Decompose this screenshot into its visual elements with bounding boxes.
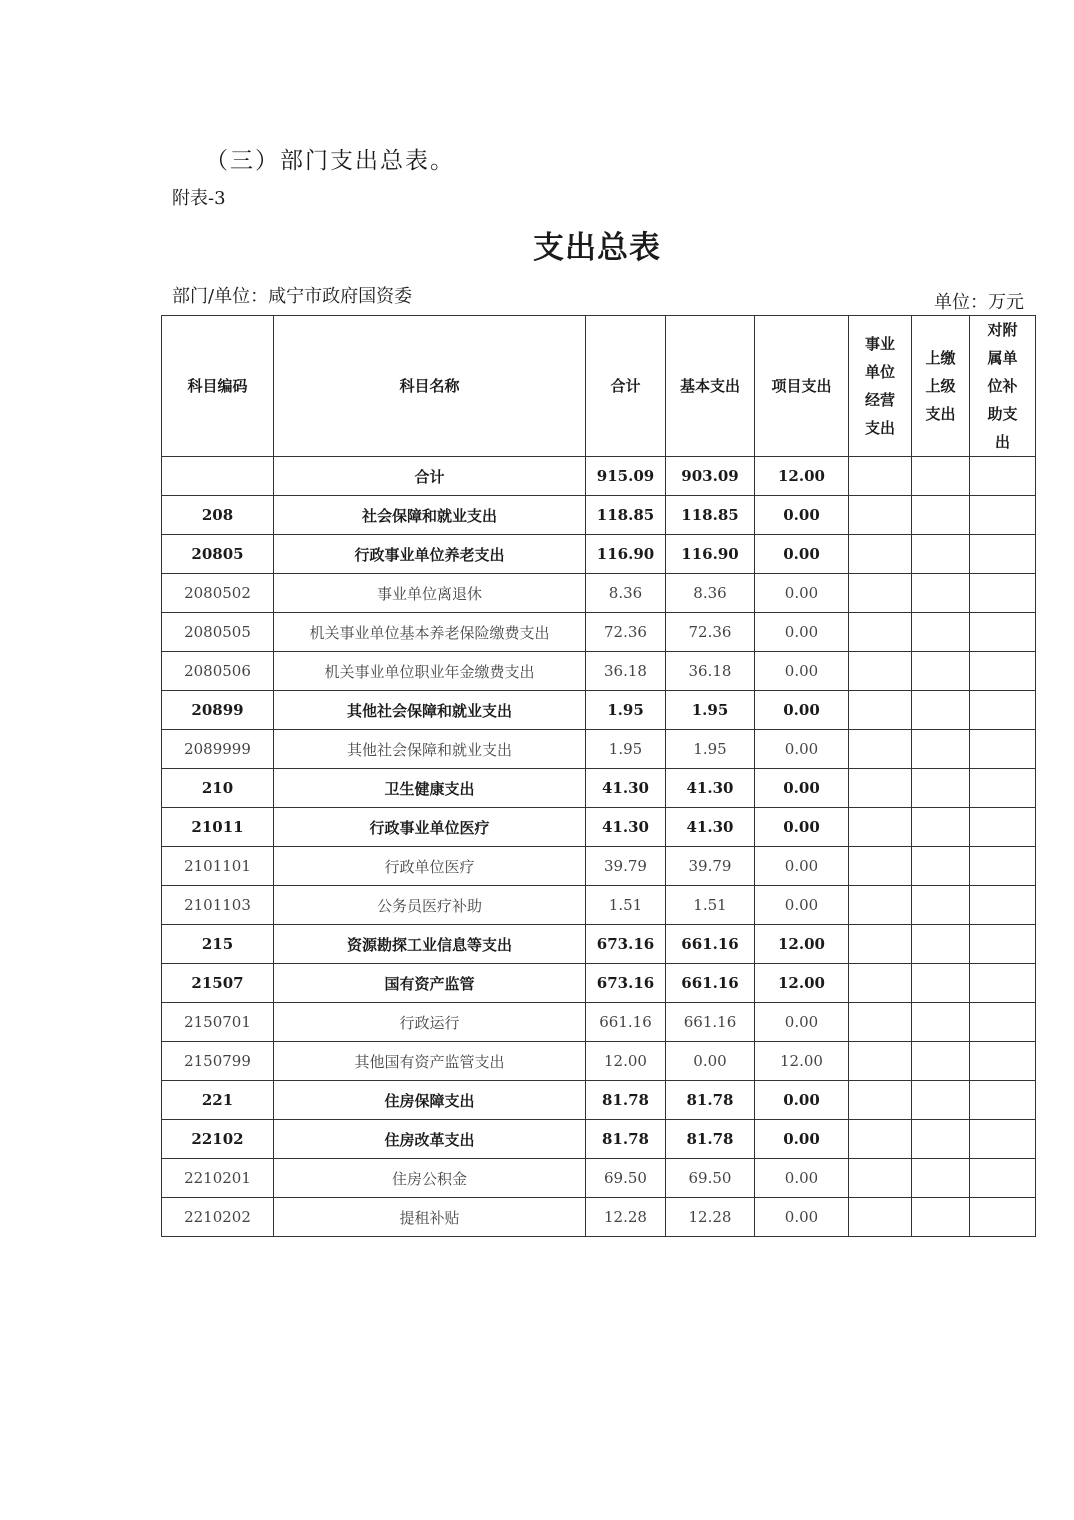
- cell-name: 行政单位医疗: [274, 847, 586, 886]
- cell-empty: [912, 652, 970, 691]
- cell-empty: [970, 535, 1036, 574]
- table-body: [162, 457, 1036, 1237]
- cell-code: 2101101: [162, 847, 274, 886]
- cell-total: 116.90: [586, 535, 666, 574]
- cell-project: 0.00: [755, 1120, 849, 1159]
- cell-name: 国有资产监管: [274, 964, 586, 1003]
- cell-total: 661.16: [586, 1003, 666, 1042]
- cell-empty: [912, 769, 970, 808]
- cell-empty: [912, 691, 970, 730]
- cell-empty: [912, 1003, 970, 1042]
- cell-name: 机关事业单位职业年金缴费支出: [274, 652, 586, 691]
- department-label: 部门/单位：咸宁市政府国资委: [172, 286, 413, 307]
- cell-empty: [970, 769, 1036, 808]
- cell-basic: 41.30: [666, 769, 755, 808]
- cell-basic: 661.16: [666, 925, 755, 964]
- table-row: [162, 808, 1036, 847]
- cell-code: 2210201: [162, 1159, 274, 1198]
- cell-empty: [849, 925, 912, 964]
- cell-empty: [970, 925, 1036, 964]
- cell-code: 210: [162, 769, 274, 808]
- cell-code: 2089999: [162, 730, 274, 769]
- cell-empty: [912, 886, 970, 925]
- cell-total: 1.51: [586, 886, 666, 925]
- cell-empty: [970, 496, 1036, 535]
- appendix-label: 附表-3: [172, 188, 226, 209]
- cell-empty: [849, 652, 912, 691]
- header-project: 项目支出: [755, 316, 849, 457]
- table-row: [162, 886, 1036, 925]
- cell-code: 21011: [162, 808, 274, 847]
- cell-total: 41.30: [586, 769, 666, 808]
- cell-name: 其他国有资产监管支出: [274, 1042, 586, 1081]
- cell-empty: [970, 730, 1036, 769]
- cell-name: 其他社会保障和就业支出: [274, 730, 586, 769]
- cell-code: 221: [162, 1081, 274, 1120]
- cell-project: 12.00: [755, 1042, 849, 1081]
- cell-basic: 0.00: [666, 1042, 755, 1081]
- cell-empty: [849, 769, 912, 808]
- cell-empty: [912, 1198, 970, 1237]
- cell-empty: [970, 613, 1036, 652]
- cell-total: 8.36: [586, 574, 666, 613]
- cell-total: 69.50: [586, 1159, 666, 1198]
- cell-basic: 8.36: [666, 574, 755, 613]
- cell-name: 行政运行: [274, 1003, 586, 1042]
- table-row: [162, 769, 1036, 808]
- cell-code: 20899: [162, 691, 274, 730]
- cell-name: 住房公积金: [274, 1159, 586, 1198]
- table-row: [162, 1081, 1036, 1120]
- cell-basic: 39.79: [666, 847, 755, 886]
- cell-empty: [849, 1003, 912, 1042]
- cell-basic: 12.28: [666, 1198, 755, 1237]
- cell-empty: [970, 457, 1036, 496]
- cell-project: 12.00: [755, 457, 849, 496]
- cell-basic: 661.16: [666, 1003, 755, 1042]
- cell-basic: 118.85: [666, 496, 755, 535]
- cell-empty: [912, 496, 970, 535]
- table-row: [162, 964, 1036, 1003]
- cell-empty: [970, 1159, 1036, 1198]
- cell-empty: [970, 652, 1036, 691]
- cell-empty: [970, 1003, 1036, 1042]
- cell-empty: [849, 886, 912, 925]
- cell-code: 22102: [162, 1120, 274, 1159]
- cell-code: 2210202: [162, 1198, 274, 1237]
- cell-project: 0.00: [755, 886, 849, 925]
- table-row: [162, 457, 1036, 496]
- table-row: [162, 730, 1036, 769]
- table-row: [162, 1198, 1036, 1237]
- cell-empty: [849, 1042, 912, 1081]
- cell-total: 12.28: [586, 1198, 666, 1237]
- cell-code: 2080502: [162, 574, 274, 613]
- cell-empty: [912, 535, 970, 574]
- cell-project: 0.00: [755, 691, 849, 730]
- cell-empty: [912, 1120, 970, 1159]
- cell-empty: [849, 730, 912, 769]
- table-row: [162, 1042, 1036, 1081]
- table-row: [162, 535, 1036, 574]
- table-row: [162, 847, 1036, 886]
- cell-project: 12.00: [755, 964, 849, 1003]
- cell-project: 0.00: [755, 496, 849, 535]
- cell-empty: [849, 1159, 912, 1198]
- cell-basic: 1.95: [666, 691, 755, 730]
- cell-project: 0.00: [755, 808, 849, 847]
- cell-empty: [849, 496, 912, 535]
- cell-name: 机关事业单位基本养老保险缴费支出: [274, 613, 586, 652]
- cell-basic: 116.90: [666, 535, 755, 574]
- cell-total: 41.30: [586, 808, 666, 847]
- cell-empty: [970, 691, 1036, 730]
- cell-total: 118.85: [586, 496, 666, 535]
- cell-name: 行政事业单位养老支出: [274, 535, 586, 574]
- table-header-row: [162, 316, 1036, 457]
- header-subsidy: 对附 属单 位补 助支 出: [970, 316, 1036, 457]
- table-row: [162, 574, 1036, 613]
- cell-empty: [849, 1198, 912, 1237]
- cell-empty: [849, 847, 912, 886]
- cell-code: 2080506: [162, 652, 274, 691]
- cell-total: 1.95: [586, 730, 666, 769]
- cell-name: 公务员医疗补助: [274, 886, 586, 925]
- cell-name: 社会保障和就业支出: [274, 496, 586, 535]
- cell-empty: [912, 808, 970, 847]
- cell-name: 行政事业单位医疗: [274, 808, 586, 847]
- cell-project: 0.00: [755, 1003, 849, 1042]
- cell-empty: [970, 1081, 1036, 1120]
- cell-empty: [970, 1042, 1036, 1081]
- cell-empty: [912, 574, 970, 613]
- cell-basic: 69.50: [666, 1159, 755, 1198]
- cell-empty: [849, 1081, 912, 1120]
- cell-code: 2150701: [162, 1003, 274, 1042]
- section-heading: （三）部门支出总表。: [205, 148, 455, 174]
- cell-name: 卫生健康支出: [274, 769, 586, 808]
- cell-basic: 1.95: [666, 730, 755, 769]
- cell-project: 0.00: [755, 1198, 849, 1237]
- cell-basic: 36.18: [666, 652, 755, 691]
- cell-project: 12.00: [755, 925, 849, 964]
- expense-table: [161, 315, 1036, 1237]
- unit-label: 单位：万元: [934, 292, 1024, 313]
- cell-empty: [970, 1198, 1036, 1237]
- cell-basic: 72.36: [666, 613, 755, 652]
- cell-total: 81.78: [586, 1120, 666, 1159]
- cell-project: 0.00: [755, 574, 849, 613]
- page-title: 支出总表: [533, 230, 661, 266]
- cell-code: 2150799: [162, 1042, 274, 1081]
- table-row: [162, 1120, 1036, 1159]
- cell-empty: [912, 613, 970, 652]
- cell-project: 0.00: [755, 847, 849, 886]
- table-row: [162, 1159, 1036, 1198]
- header-code: 科目编码: [162, 316, 274, 457]
- table-row: [162, 496, 1036, 535]
- cell-total: 81.78: [586, 1081, 666, 1120]
- cell-name: 住房保障支出: [274, 1081, 586, 1120]
- cell-empty: [970, 886, 1036, 925]
- cell-empty: [849, 1120, 912, 1159]
- cell-empty: [912, 847, 970, 886]
- cell-empty: [912, 1081, 970, 1120]
- cell-empty: [849, 457, 912, 496]
- header-basic: 基本支出: [666, 316, 755, 457]
- table-row: [162, 925, 1036, 964]
- cell-code: 20805: [162, 535, 274, 574]
- cell-total: 673.16: [586, 964, 666, 1003]
- table-row: [162, 691, 1036, 730]
- cell-project: 0.00: [755, 1159, 849, 1198]
- table-row: [162, 613, 1036, 652]
- cell-empty: [912, 1159, 970, 1198]
- cell-empty: [849, 574, 912, 613]
- cell-empty: [970, 964, 1036, 1003]
- header-upper: 上缴 上级 支出: [912, 316, 970, 457]
- cell-project: 0.00: [755, 1081, 849, 1120]
- cell-name: 资源勘探工业信息等支出: [274, 925, 586, 964]
- cell-basic: 41.30: [666, 808, 755, 847]
- header-operating: 事业 单位 经营 支出: [849, 316, 912, 457]
- cell-empty: [849, 613, 912, 652]
- cell-empty: [912, 1042, 970, 1081]
- cell-code: [162, 457, 274, 496]
- cell-total: 39.79: [586, 847, 666, 886]
- cell-project: 0.00: [755, 535, 849, 574]
- cell-code: 208: [162, 496, 274, 535]
- cell-basic: 661.16: [666, 964, 755, 1003]
- cell-empty: [912, 457, 970, 496]
- cell-total: 72.36: [586, 613, 666, 652]
- cell-empty: [912, 925, 970, 964]
- cell-empty: [849, 964, 912, 1003]
- cell-empty: [970, 847, 1036, 886]
- cell-project: 0.00: [755, 769, 849, 808]
- cell-total: 915.09: [586, 457, 666, 496]
- cell-project: 0.00: [755, 730, 849, 769]
- cell-name: 事业单位离退休: [274, 574, 586, 613]
- cell-empty: [849, 535, 912, 574]
- cell-basic: 81.78: [666, 1120, 755, 1159]
- cell-total: 673.16: [586, 925, 666, 964]
- cell-empty: [912, 964, 970, 1003]
- cell-empty: [970, 1120, 1036, 1159]
- cell-total: 12.00: [586, 1042, 666, 1081]
- cell-empty: [849, 691, 912, 730]
- cell-total: 36.18: [586, 652, 666, 691]
- cell-total: 1.95: [586, 691, 666, 730]
- cell-project: 0.00: [755, 613, 849, 652]
- cell-empty: [970, 574, 1036, 613]
- cell-basic: 1.51: [666, 886, 755, 925]
- cell-empty: [912, 730, 970, 769]
- cell-name: 提租补贴: [274, 1198, 586, 1237]
- cell-empty: [849, 808, 912, 847]
- cell-empty: [970, 808, 1036, 847]
- cell-code: 2101103: [162, 886, 274, 925]
- cell-code: 215: [162, 925, 274, 964]
- header-name: 科目名称: [274, 316, 586, 457]
- cell-code: 21507: [162, 964, 274, 1003]
- cell-code: 2080505: [162, 613, 274, 652]
- header-total: 合计: [586, 316, 666, 457]
- cell-basic: 81.78: [666, 1081, 755, 1120]
- cell-name: 合计: [274, 457, 586, 496]
- cell-project: 0.00: [755, 652, 849, 691]
- cell-name: 住房改革支出: [274, 1120, 586, 1159]
- cell-basic: 903.09: [666, 457, 755, 496]
- table-row: [162, 652, 1036, 691]
- cell-name: 其他社会保障和就业支出: [274, 691, 586, 730]
- table-row: [162, 1003, 1036, 1042]
